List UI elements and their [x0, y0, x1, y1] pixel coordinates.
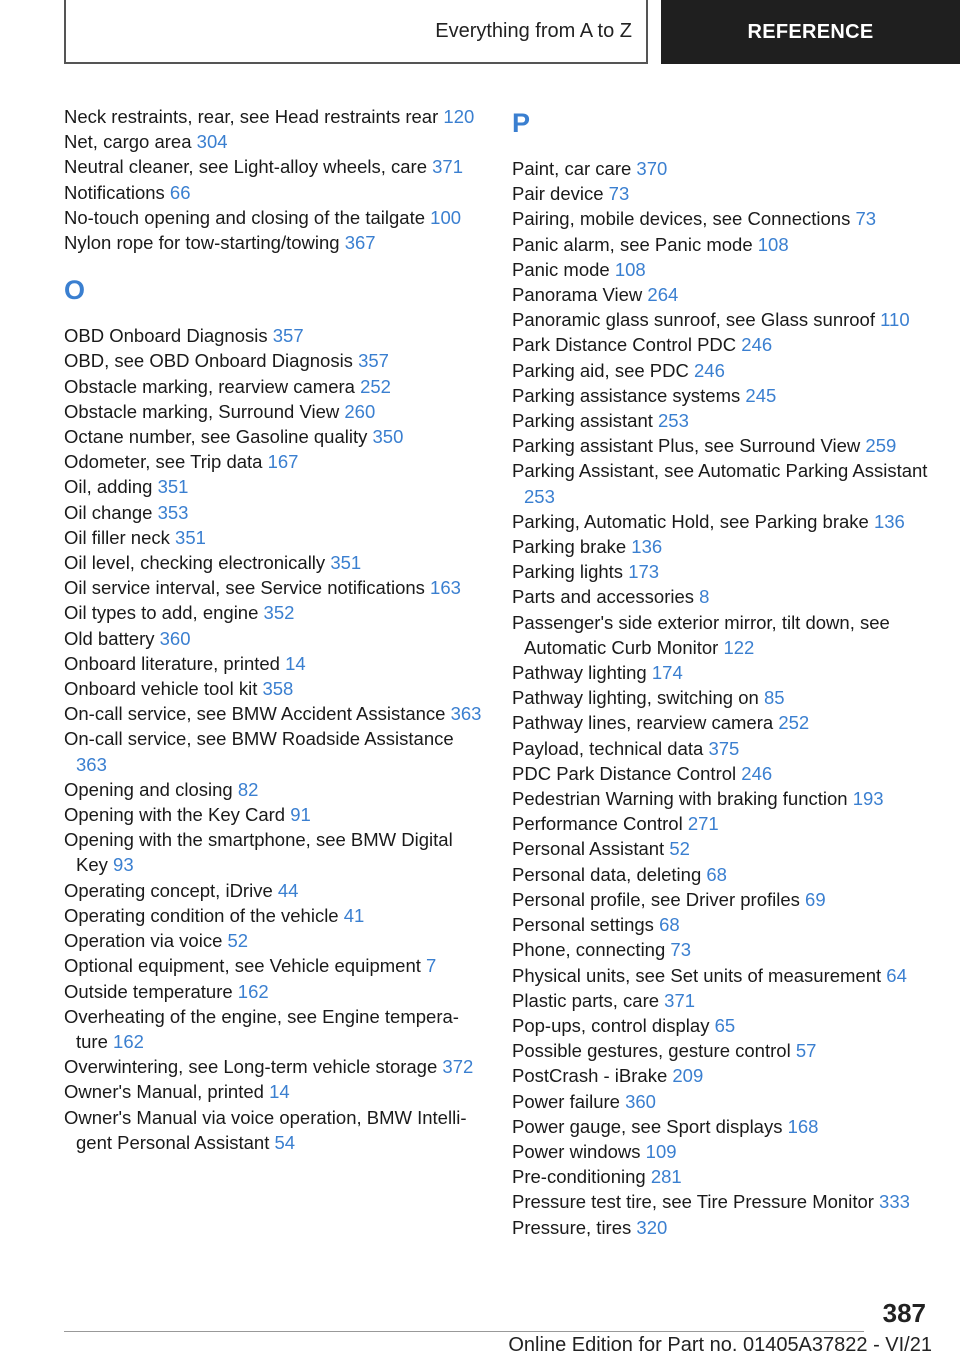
running-header	[64, 0, 648, 64]
entry-term: Oil types to add, engine	[64, 602, 259, 624]
page-link[interactable]: 333	[879, 1191, 910, 1213]
page-link[interactable]: 68	[659, 914, 680, 936]
page-link[interactable]: 252	[360, 375, 391, 397]
page-link[interactable]: 66	[169, 181, 191, 203]
entry-term: Net, cargo area	[64, 131, 192, 153]
page-link[interactable]: 371	[432, 156, 464, 178]
entry-term: Pair device	[512, 183, 604, 205]
page-link[interactable]: 193	[852, 788, 884, 810]
entry-term: Opening with the smartphone, see BMW Digital Key	[64, 829, 453, 876]
page-link[interactable]: 100	[430, 206, 462, 228]
page-link[interactable]: 174	[651, 662, 683, 684]
index-entry	[512, 358, 932, 383]
page-link[interactable]: 122	[723, 636, 755, 658]
index-entry	[64, 550, 484, 575]
page-link[interactable]: 320	[636, 1216, 668, 1238]
index-entry	[512, 181, 932, 206]
entry-term: Pairing, mobile devices, see Connections	[512, 208, 851, 230]
section-title: Everything from A to Z	[435, 19, 632, 42]
page-link[interactable]: 163	[430, 577, 461, 599]
entry-term: Pressure test tire, see Tire Pressure Monitor	[512, 1191, 874, 1213]
entry-term: On-call service, see BMW Accident Assistance	[64, 703, 446, 725]
index-entry	[512, 1038, 932, 1063]
index-entry	[512, 559, 932, 584]
index-entry	[64, 399, 484, 424]
page-link[interactable]: 7	[426, 955, 437, 977]
page-link[interactable]: 91	[290, 804, 311, 826]
index-entry	[64, 953, 484, 978]
page-link[interactable]: 375	[708, 737, 740, 759]
entry-term: Oil level, checking electronically	[64, 552, 326, 574]
edition-footer: Online Edition for Part no. 01405A37822 - VI/21	[508, 1334, 932, 1356]
index-entry	[512, 963, 932, 988]
entry-term: Personal settings	[512, 914, 654, 936]
entry-term: Physical units, see Set units of measurement	[512, 964, 882, 986]
page-link[interactable]: 371	[664, 989, 696, 1011]
index-entry	[64, 424, 484, 449]
index-entry	[64, 323, 484, 348]
entry-term: Operation via voice	[64, 930, 223, 952]
entry-term: Owner's Manual, printed	[64, 1081, 264, 1103]
page-link[interactable]: 14	[285, 652, 306, 674]
page-link[interactable]: 253	[524, 485, 555, 507]
index-entry	[512, 862, 932, 887]
entry-term: Power gauge, see Sport displays	[512, 1115, 783, 1137]
entry-term: Possible gestures, gesture control	[512, 1040, 791, 1062]
index-entry	[512, 307, 932, 332]
index-entry	[512, 1139, 932, 1164]
page-link[interactable]: 54	[274, 1131, 296, 1153]
page-number: 387	[882, 1298, 926, 1328]
entry-term: Onboard literature, printed	[64, 652, 280, 674]
index-entry	[64, 626, 484, 651]
index-entry	[64, 1105, 484, 1155]
entry-term: Personal profile, see Driver profiles	[512, 888, 800, 910]
page-link[interactable]: 351	[330, 552, 362, 574]
entry-term: Passenger's side exterior mirror, tilt down, see Automatic Curb Monitor	[512, 611, 890, 658]
index-entry	[64, 230, 484, 255]
entry-term: PDC Park Distance Control	[512, 762, 737, 784]
entry-term: Pre-conditioning	[512, 1166, 646, 1188]
page-link[interactable]: 73	[608, 183, 630, 205]
index-entry	[512, 408, 932, 433]
entry-term: Opening with the Key Card	[64, 804, 286, 826]
index-entry	[64, 878, 484, 903]
page-link[interactable]: 370	[636, 158, 668, 179]
page-link[interactable]: 360	[625, 1090, 656, 1112]
entry-term: On-call service, see BMW Roadside Assistance	[64, 728, 454, 750]
entry-term: Paint, car care	[512, 158, 632, 179]
entry-term: Obstacle marking, rearview camera	[64, 375, 355, 397]
index-entry	[64, 726, 484, 776]
index-entry	[512, 912, 932, 937]
index-entry	[512, 282, 932, 307]
page-link[interactable]: 246	[694, 359, 725, 381]
page-link[interactable]: 162	[113, 1030, 144, 1052]
index-entry	[512, 206, 932, 231]
entry-term: Overwintering, see Long-term vehicle storage	[64, 1056, 438, 1078]
page-link[interactable]: 136	[873, 510, 905, 532]
entry-term: Oil change	[64, 501, 153, 523]
page-link[interactable]: 167	[267, 451, 299, 473]
index-entry	[512, 887, 932, 912]
page-link[interactable]: 372	[442, 1056, 474, 1078]
index-entry	[512, 937, 932, 962]
page-link[interactable]: 357	[358, 350, 389, 372]
entry-term: OBD, see OBD Onboard Diagnosis	[64, 350, 353, 372]
index-entry	[512, 610, 932, 660]
index-entry	[64, 651, 484, 676]
index-entry	[512, 383, 932, 408]
page-link[interactable]: 260	[344, 400, 376, 422]
index-entry	[512, 584, 932, 609]
index-entry	[64, 827, 484, 877]
entry-term: Pathway lighting	[512, 662, 647, 684]
page-link[interactable]: 351	[175, 526, 206, 548]
entry-term: Park Distance Control PDC	[512, 334, 737, 356]
index-letter-p: P	[512, 108, 531, 138]
page-link[interactable]: 73	[855, 208, 877, 230]
entry-term: Power failure	[512, 1090, 620, 1112]
page-link[interactable]: 52	[669, 838, 690, 860]
entry-term: Owner's Manual via voice operation, BMW Intelligent Personal Assistant	[64, 1106, 467, 1153]
index-entry	[64, 777, 484, 802]
page-link[interactable]: 82	[237, 778, 259, 800]
entry-term: Neutral cleaner, see Light-alloy wheels, care	[64, 156, 427, 178]
index-entry	[64, 525, 484, 550]
index-entry	[512, 761, 932, 786]
entry-term: No-touch opening and closing of the tailgate	[64, 206, 426, 228]
entry-term: Parking brake	[512, 536, 627, 558]
index-entry	[64, 104, 484, 129]
index-entry	[64, 802, 484, 827]
page-link[interactable]: 350	[372, 426, 404, 448]
entry-term: Oil, adding	[64, 476, 153, 498]
index-entry	[64, 129, 484, 154]
page-link[interactable]: 173	[628, 561, 660, 583]
entry-term: Payload, technical data	[512, 737, 704, 759]
entry-term: Parts and accessories	[512, 586, 695, 608]
index-entry	[64, 500, 484, 525]
index-entry	[512, 534, 932, 559]
index-entry	[512, 433, 932, 458]
page-link[interactable]: 65	[714, 1014, 736, 1036]
entry-term: Operating condition of the vehicle	[64, 904, 339, 926]
page-link[interactable]: 353	[157, 501, 189, 523]
page-link[interactable]: 253	[658, 410, 689, 432]
page-link[interactable]: 85	[763, 687, 785, 709]
page-link[interactable]: 68	[706, 863, 727, 885]
index-entry	[512, 710, 932, 735]
index-entry	[64, 676, 484, 701]
entry-term: Odometer, see Trip data	[64, 451, 263, 473]
entry-term: Oil service interval, see Service notifications	[64, 577, 425, 599]
index-entry	[512, 232, 932, 257]
entry-term: Pathway lighting, switching on	[512, 687, 759, 709]
page-link[interactable]: 168	[787, 1115, 819, 1137]
index-entry	[512, 257, 932, 282]
index-entry	[512, 685, 932, 710]
page-link[interactable]: 363	[76, 753, 107, 775]
index-entry	[64, 600, 484, 625]
index-entry	[64, 903, 484, 928]
page-link[interactable]: 264	[647, 284, 679, 306]
page-link[interactable]: 110	[880, 309, 910, 331]
entry-term: Pedestrian Warning with braking function	[512, 788, 848, 810]
page-link[interactable]: 271	[687, 813, 719, 835]
index-entry	[512, 1013, 932, 1038]
entry-term: Phone, connecting	[512, 939, 666, 961]
index-group-p	[512, 156, 932, 1240]
entry-term: Pressure, tires	[512, 1216, 632, 1238]
entry-term: Panic mode	[512, 258, 610, 280]
index-entry	[64, 205, 484, 230]
entry-term: Performance Control	[512, 813, 683, 835]
index-entry	[64, 1004, 484, 1054]
index-entry	[64, 575, 484, 600]
index-entry	[512, 786, 932, 811]
index-entry	[512, 836, 932, 861]
page-link[interactable]: 209	[672, 1065, 704, 1087]
entry-term: Pathway lines, rearview camera	[512, 712, 774, 734]
entry-term: Parking Assistant, see Automatic Parking Assistant	[512, 460, 928, 482]
index-entry	[512, 988, 932, 1013]
index-entry	[512, 458, 932, 508]
page-link[interactable]: 73	[670, 939, 691, 961]
index-entry	[64, 348, 484, 373]
index-entry	[64, 701, 484, 726]
entry-term: Operating concept, iDrive	[64, 879, 273, 901]
entry-term: Parking, Automatic Hold, see Parking brake	[512, 510, 869, 532]
index-entry	[64, 374, 484, 399]
index-entry	[64, 474, 484, 499]
entry-term: Panic alarm, see Panic mode	[512, 233, 753, 255]
index-entry	[64, 180, 484, 205]
page-link[interactable]: 44	[277, 879, 299, 901]
index-letter-o: O	[64, 275, 86, 306]
entry-term: Obstacle marking, Surround View	[64, 400, 340, 422]
index-entry	[512, 1189, 932, 1214]
page-link[interactable]: 136	[631, 536, 663, 558]
index-entry	[64, 1079, 484, 1104]
entry-term: Panorama View	[512, 284, 643, 306]
entry-term: Onboard vehicle tool kit	[64, 678, 258, 700]
page-link[interactable]: 363	[450, 703, 482, 725]
page-link[interactable]: 360	[159, 627, 191, 649]
index-entry	[512, 736, 932, 761]
entry-term: Panoramic glass sunroof, see Glass sunroof	[512, 309, 875, 331]
page-link[interactable]: 352	[263, 602, 295, 624]
page-link[interactable]: 281	[650, 1166, 682, 1188]
index-column-left	[64, 104, 484, 1155]
entry-term: Parking aid, see PDC	[512, 359, 689, 381]
entry-term: Oil filler neck	[64, 526, 170, 548]
index-group-o	[64, 323, 484, 1155]
page-link[interactable]: 351	[157, 476, 189, 498]
chapter-badge: REFERENCE	[661, 0, 960, 64]
page-link[interactable]: 109	[645, 1140, 677, 1162]
page-link[interactable]: 246	[741, 762, 773, 784]
page-link[interactable]: 57	[795, 1040, 817, 1062]
entry-term: Old battery	[64, 627, 155, 649]
entry-term: Nylon rope for tow-starting/towing	[64, 232, 340, 254]
index-entry	[512, 509, 932, 534]
index-entry	[512, 1215, 932, 1240]
entry-term: Octane number, see Gasoline quality	[64, 426, 368, 448]
page-link[interactable]: 64	[886, 964, 907, 986]
page-link[interactable]: 14	[269, 1081, 290, 1103]
page-link[interactable]: 108	[757, 233, 789, 255]
page-link[interactable]: 120	[443, 106, 475, 127]
index-entry	[64, 928, 484, 953]
index-group-n	[64, 104, 484, 255]
page-link[interactable]: 108	[614, 258, 646, 280]
entry-term: Power windows	[512, 1140, 641, 1162]
entry-term: Parking lights	[512, 561, 624, 583]
index-entry	[64, 154, 484, 179]
entry-term: Pop-ups, control display	[512, 1014, 710, 1036]
entry-term: Personal Assistant	[512, 838, 665, 860]
page-link[interactable]: 245	[745, 384, 777, 406]
page-link[interactable]: 304	[196, 131, 228, 153]
entry-term: Overheating of the engine, see Engine temperature	[64, 1005, 459, 1052]
page-link[interactable]: 8	[699, 586, 710, 608]
page-link[interactable]: 357	[272, 325, 304, 347]
page-link[interactable]: 259	[865, 435, 897, 457]
index-entry	[64, 979, 484, 1004]
index-entry	[512, 1164, 932, 1189]
footer-divider	[64, 1331, 864, 1332]
page-link[interactable]: 367	[344, 232, 376, 254]
entry-term: Plastic parts, care	[512, 989, 660, 1011]
entry-term: Parking assistant Plus, see Surround View	[512, 435, 861, 457]
page-link[interactable]: 358	[262, 678, 294, 700]
index-entry	[512, 1089, 932, 1114]
index-entry	[512, 811, 932, 836]
index-entry	[512, 1063, 932, 1088]
entry-term: OBD Onboard Diagnosis	[64, 325, 268, 347]
index-entry	[512, 332, 932, 357]
page-link[interactable]: 252	[778, 712, 810, 734]
index-column-right	[512, 104, 932, 1240]
index-entry	[64, 449, 484, 474]
page-link[interactable]: 69	[805, 888, 826, 910]
page-link[interactable]: 41	[343, 904, 365, 926]
entry-term: Opening and closing	[64, 778, 233, 800]
entry-term: Personal data, deleting	[512, 863, 702, 885]
entry-term: Neck restraints, rear, see Head restraints rear	[64, 106, 439, 127]
index-entry	[512, 156, 932, 181]
entry-term: Optional equipment, see Vehicle equipment	[64, 955, 421, 977]
index-entry	[512, 660, 932, 685]
entry-term: Notifications	[64, 181, 165, 203]
page-link[interactable]: 93	[113, 854, 134, 876]
entry-term: Outside temperature	[64, 980, 233, 1002]
page-link[interactable]: 162	[237, 980, 269, 1002]
entry-term: Parking assistant	[512, 410, 653, 432]
page-link[interactable]: 246	[741, 334, 773, 356]
entry-term: Parking assistance systems	[512, 384, 741, 406]
page-link[interactable]: 52	[227, 930, 249, 952]
index-entry	[64, 1054, 484, 1079]
entry-term: PostCrash - iBrake	[512, 1065, 668, 1087]
index-entry	[512, 1114, 932, 1139]
